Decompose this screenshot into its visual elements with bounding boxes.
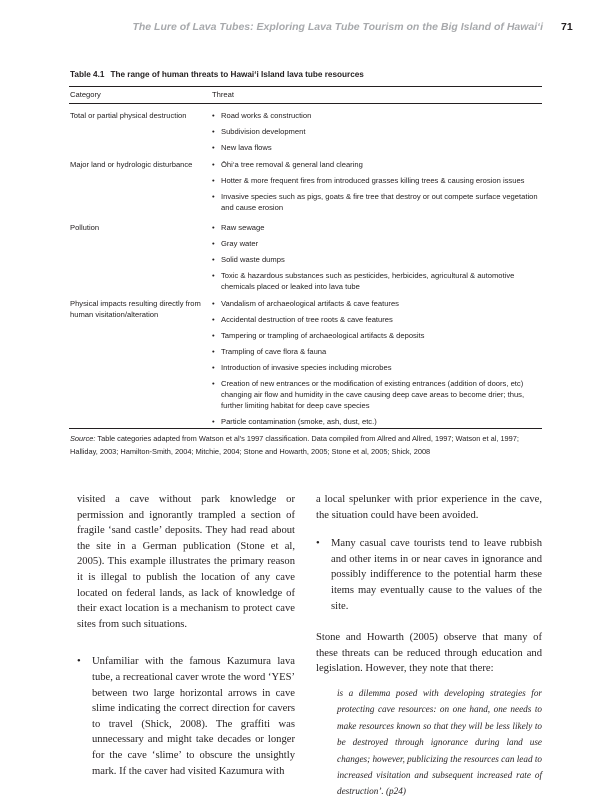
threat-item: • Ōhi‘a tree removal & general land clearing bbox=[212, 159, 546, 170]
row-category: Major land or hydrologic disturbance bbox=[70, 160, 193, 169]
threat-item: • Road works & construction bbox=[212, 110, 546, 121]
body-column-right bbox=[316, 492, 542, 800]
body-paragraph: visited a cave without park knowledge or permission and ignorantly trampled a section of fragile ‘sand castle’ deposits. They had read about the site in a German publication (Stone et al, 2005). This example illustrates the primary reason it is illegal to publish the location of any cave located on federal lands, as lack of knowledge of their exact location is a mechanism to protect cave sites from such situations. bbox=[77, 494, 295, 630]
source-label: Source: bbox=[70, 434, 96, 443]
threat-item: • Invasive species such as pigs, goats & fire tree that destroy or out compete surface vegetation and cause erosion bbox=[212, 191, 546, 213]
page-number: 71 bbox=[561, 21, 573, 33]
threat-item: • Creation of new entrances or the modification of existing entrances (addition of doors, etc) changing air flow and humidity in the cave causing deep cave areas to become drier; thus, further limiting habitat for deep cave species bbox=[212, 378, 546, 411]
threat-item: • Vandalism of archaeological artifacts & cave features bbox=[212, 298, 546, 309]
threat-item: • Trampling of cave flora & fauna bbox=[212, 346, 546, 357]
bullet-paragraph-text: Many casual cave tourists tend to leave rubbish and other items in or near caves in ignorance and possibly indifference to the potential harm these items may eventually cause to the values of the site. bbox=[331, 538, 542, 612]
running-head-title: The Lure of Lava Tubes: Exploring Lava Tube Tourism on the Big Island of Hawai‘i bbox=[132, 21, 543, 33]
table-header-rule bbox=[69, 103, 542, 104]
threat-item: • Tampering or trampling of archaeological artifacts & deposits bbox=[212, 330, 546, 341]
table-number: Table 4.1 bbox=[70, 70, 105, 79]
row-category: Physical impacts resulting directly from human visitation/alteration bbox=[70, 299, 201, 319]
row-category: Pollution bbox=[70, 223, 100, 232]
threat-item: • Solid waste dumps bbox=[212, 254, 546, 265]
table-top-rule bbox=[69, 86, 542, 87]
threat-list bbox=[212, 159, 546, 218]
threat-item: • New lava flows bbox=[212, 142, 546, 153]
bullet-paragraph bbox=[77, 654, 295, 779]
threat-list bbox=[212, 222, 546, 297]
table-caption bbox=[70, 70, 364, 79]
threat-item: • Gray water bbox=[212, 238, 546, 249]
column-header-threat: Threat bbox=[212, 90, 234, 99]
table-bottom-rule bbox=[69, 428, 542, 429]
column-header-category: Category bbox=[70, 90, 101, 99]
body-paragraph: Stone and Howarth (2005) observe that many of these threats can be reduced through education and legislation. However, they note that there: bbox=[316, 632, 542, 675]
threat-item: • Subdivision development bbox=[212, 126, 546, 137]
block-quote: is a dilemma posed with developing strategies for protecting cave resources: on one hand, one needs to make resources known so that they will be less likely to be destroyed through ignorance during land use changes; however, publicizing the resources can lead to increased visitation and subsequent increased rate of destruction’. (p24) bbox=[337, 687, 542, 797]
body-paragraph: a local spelunker with prior experience in the cave, the situation could have been avoided. bbox=[316, 494, 542, 521]
bullet-paragraph-text: Unfamiliar with the famous Kazumura lava tube, a recreational caver wrote the word ‘YES’ between two large horizontal arrows in cave slime indicating the correct direction for cavers to travel (Shick, 2008). The graffiti was unnecessary and might take decades or longer for the cave ‘slime’ to obscure the unsightly mark. If the caver had visited Kazumura with bbox=[92, 656, 295, 777]
bullet-paragraph bbox=[316, 536, 542, 614]
threat-item: • Raw sewage bbox=[212, 222, 546, 233]
source-text: Table categories adapted from Watson et al's 1997 classification. Data compiled from Allred and Allred, 1997; Watson et al, 1997; Halliday, 2003; Hamilton-Smith, 2004; Mitchie, 2004; Stone and Howarth, 2005; Stone et al, 2005; Shick, 2008 bbox=[70, 434, 519, 456]
row-category: Total or partial physical destruction bbox=[70, 111, 187, 120]
threat-item: • Particle contamination (smoke, ash, dust, etc.) bbox=[212, 416, 546, 427]
threat-item: • Introduction of invasive species including microbes bbox=[212, 362, 546, 373]
bullet-marker: • bbox=[77, 656, 81, 668]
threat-list bbox=[212, 298, 546, 432]
threat-list bbox=[212, 110, 546, 158]
body-column-left bbox=[77, 492, 295, 779]
threat-item: • Accidental destruction of tree roots & cave features bbox=[212, 314, 546, 325]
bullet-marker: • bbox=[316, 538, 320, 550]
table-source-note bbox=[70, 433, 546, 458]
table-title: The range of human threats to Hawai‘i Island lava tube resources bbox=[110, 70, 364, 79]
threat-item: • Hotter & more frequent fires from introduced grasses killing trees & causing erosion issues bbox=[212, 175, 546, 186]
threat-item: • Toxic & hazardous substances such as pesticides, herbicides, agricultural & automotive chemicals placed or leaked into lava tube bbox=[212, 270, 546, 292]
